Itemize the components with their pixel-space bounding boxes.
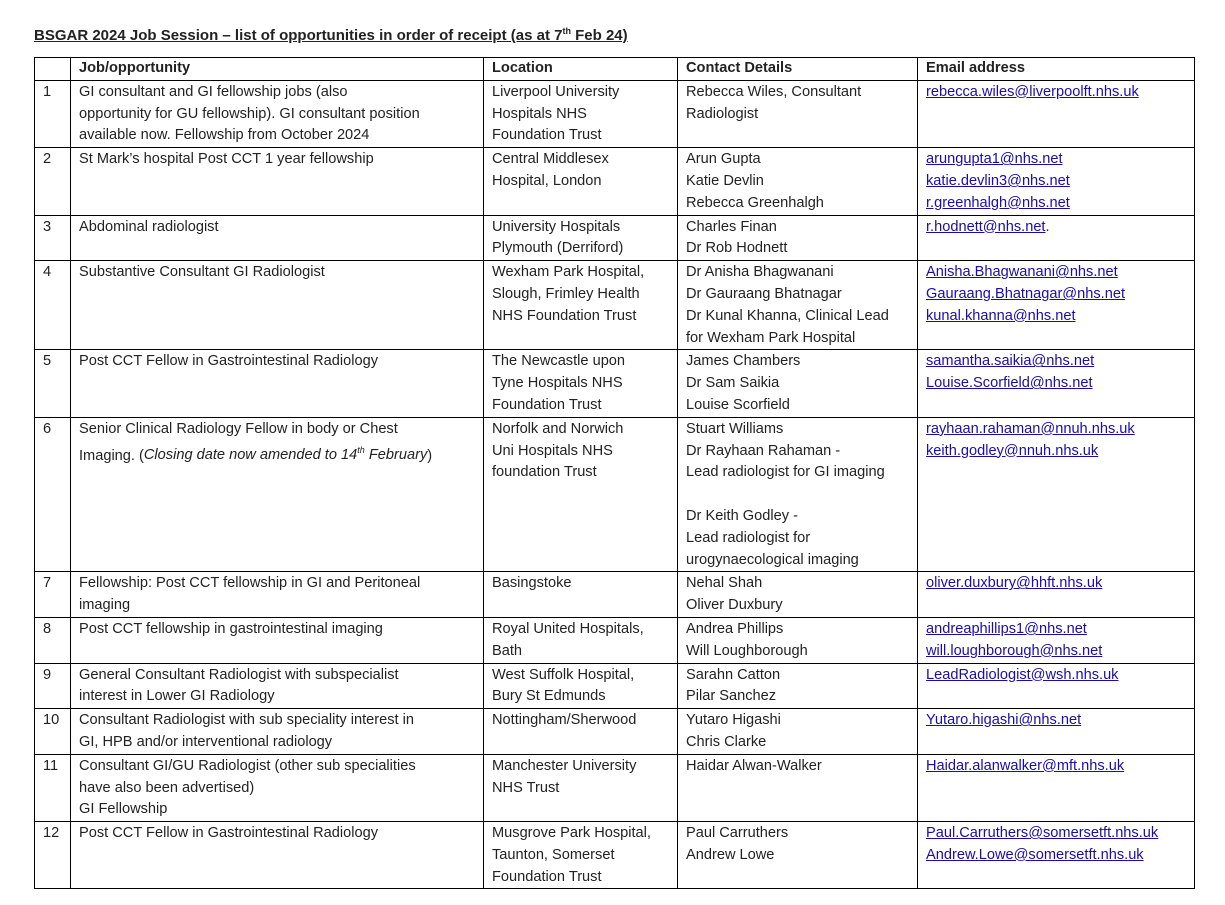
job-line: Post CCT Fellow in Gastrointestinal Radiology [79,353,379,370]
email-line [926,710,1186,732]
email-line [926,665,1186,687]
job-text-end: ) [427,447,433,464]
email-link[interactable]: oliver.duxbury@hhft.nhs.uk [926,575,1103,592]
contact-line: Dr Sam Saikia [686,375,780,392]
job-text: Imaging. ( [79,447,144,464]
email-cell [918,215,1195,261]
table-row [35,215,1195,261]
email-line [926,217,1186,239]
table-row [35,709,1195,755]
job-line: Abdominal radiologist [79,218,219,235]
job-line: available now. Fellowship from October 2024 [79,127,370,144]
row-number: 11 [35,754,71,821]
email-link[interactable]: katie.devlin3@nhs.net [926,172,1070,189]
job-line: Substantive Consultant GI Radiologist [79,264,325,281]
contact-line: Dr Anisha Bhagwanani [686,264,834,281]
location-line: Central Middlesex [492,151,609,168]
location-line: Foundation Trust [492,127,602,144]
table-row [35,617,1195,663]
job-line: opportunity for GU fellowship). GI consultant position [79,105,420,122]
closing-date-text: Closing date now amended to 14 [143,447,358,464]
title-superscript: th [562,26,571,36]
location-line: Tyne Hospitals NHS [492,375,623,392]
contact-line: Lead radiologist for GI imaging [686,464,885,481]
location-line: Foundation Trust [492,396,602,413]
contact-line: Dr Rayhaan Rahaman - [686,442,841,459]
contact-line: Dr Gauraang Bhatnagar [686,285,842,302]
location-line: Foundation Trust [492,868,602,885]
location-line: Norfolk and Norwich [492,420,624,437]
table-row [35,148,1195,215]
email-link[interactable]: arungupta1@nhs.net [926,151,1063,168]
contact-cell [678,822,918,889]
table-row [35,261,1195,350]
email-line [926,306,1186,328]
location-line: Manchester University [492,757,637,774]
contact-cell [678,148,918,215]
contact-cell [678,709,918,755]
contact-line: Dr Rob Hodnett [686,240,788,257]
contact-cell [678,572,918,618]
job-cell [71,822,484,889]
header-location: Location [484,58,678,81]
location-line: Musgrove Park Hospital, [492,825,651,842]
contact-line: Paul Carruthers [686,825,789,842]
job-cell [71,261,484,350]
email-line [926,351,1186,373]
email-trailing-text: . [1045,218,1050,235]
job-line: Post CCT Fellow in Gastrointestinal Radiology [79,825,379,842]
location-line: foundation Trust [492,464,597,481]
header-row [35,58,1195,81]
job-cell [71,350,484,417]
table-row [35,754,1195,821]
location-line: Wexham Park Hospital, [492,264,645,281]
job-cell [71,709,484,755]
job-line: St Mark’s hospital Post CCT 1 year fellowship [79,151,374,168]
location-line: Nottingham/Sherwood [492,712,637,729]
contact-cell [678,350,918,417]
closing-date-month: February [364,447,428,464]
title-text-end: Feb 24) [570,27,628,44]
email-link[interactable]: LeadRadiologist@wsh.nhs.uk [926,666,1119,683]
opportunities-table [34,57,1195,889]
contact-cell [678,617,918,663]
contact-cell [678,215,918,261]
contact-line: Stuart Williams [686,420,784,437]
email-line [926,619,1186,641]
email-line [926,262,1186,284]
email-link[interactable]: andreaphillips1@nhs.net [926,620,1087,637]
contact-line: urogynaecological imaging [686,551,859,568]
job-cell [71,617,484,663]
row-number: 9 [35,663,71,709]
email-cell [918,754,1195,821]
email-link[interactable]: Haidar.alanwalker@mft.nhs.uk [926,757,1125,774]
job-line: Consultant Radiologist with sub speciality interest in [79,712,415,729]
location-cell [484,572,678,618]
email-link[interactable]: rebecca.wiles@liverpoolft.nhs.uk [926,83,1139,100]
table-row [35,572,1195,618]
job-line: GI, HPB and/or interventional radiology [79,733,333,750]
header-number [35,58,71,81]
contact-line: Haidar Alwan-Walker [686,757,822,774]
contact-line: Rebecca Greenhalgh [686,194,824,211]
location-line: The Newcastle upon [492,353,626,370]
job-line: imaging [79,597,131,614]
email-line [926,823,1186,845]
email-cell [918,663,1195,709]
job-cell [71,148,484,215]
email-line [926,573,1186,595]
header-email: Email address [918,58,1195,81]
email-cell [918,80,1195,147]
email-line [926,441,1186,463]
row-number: 4 [35,261,71,350]
document-title [34,26,628,44]
contact-line: Yutaro Higashi [686,712,781,729]
email-line [926,193,1186,215]
email-cell [918,261,1195,350]
job-line: Post CCT fellowship in gastrointestinal imaging [79,620,383,637]
location-line: Hospitals NHS [492,105,587,122]
job-cell [71,417,484,572]
email-link[interactable]: will.loughborough@nhs.net [926,642,1103,659]
row-number: 10 [35,709,71,755]
email-line [926,641,1186,663]
email-link[interactable]: Louise.Scorfield@nhs.net [926,375,1093,392]
contact-line: Oliver Duxbury [686,597,783,614]
job-line: Senior Clinical Radiology Fellow in body or Chest [79,420,398,437]
location-cell [484,215,678,261]
location-cell [484,148,678,215]
job-line: Fellowship: Post CCT fellowship in GI and Peritoneal [79,575,421,592]
job-line [79,441,475,468]
job-cell [71,80,484,147]
contact-spacer [686,484,909,506]
email-line [926,149,1186,171]
closing-date-note [144,447,427,463]
email-link[interactable]: r.greenhalgh@nhs.net [926,194,1070,211]
row-number: 2 [35,148,71,215]
table-row [35,822,1195,889]
location-line: NHS Trust [492,779,560,796]
row-number: 8 [35,617,71,663]
job-line: have also been advertised) [79,779,255,796]
contact-line: Radiologist [686,105,759,122]
table-row [35,350,1195,417]
job-cell [71,663,484,709]
email-link[interactable]: samantha.saikia@nhs.net [926,353,1095,370]
table-row [35,663,1195,709]
email-line [926,419,1186,441]
contact-line: Nehal Shah [686,575,763,592]
table-row [35,80,1195,147]
location-cell [484,350,678,417]
contact-cell [678,261,918,350]
row-number: 7 [35,572,71,618]
contact-line: Charles Finan [686,218,777,235]
email-line [926,171,1186,193]
location-line: Slough, Frimley Health [492,285,640,302]
contact-line: Andrea Phillips [686,620,784,637]
row-number: 12 [35,822,71,889]
header-contact-details: Contact Details [678,58,918,81]
location-line: Liverpool University [492,83,620,100]
table-row [35,417,1195,572]
contact-line: Sarahn Catton [686,666,781,683]
job-line: General Consultant Radiologist with subspecialist [79,666,399,683]
location-cell [484,663,678,709]
job-cell [71,754,484,821]
location-line: Royal United Hospitals, [492,620,644,637]
contact-line: Pilar Sanchez [686,688,777,705]
location-line: Taunton, Somerset [492,846,615,863]
email-link[interactable]: Yutaro.higashi@nhs.net [926,712,1082,729]
contact-line: James Chambers [686,353,801,370]
contact-line: Louise Scorfield [686,396,790,413]
location-cell [484,80,678,147]
email-cell [918,617,1195,663]
job-cell [71,215,484,261]
location-line: Plymouth (Derriford) [492,240,624,257]
location-cell [484,709,678,755]
email-line [926,756,1186,778]
location-line: Basingstoke [492,575,572,592]
contact-line: Dr Kunal Khanna, Clinical Lead [686,307,889,324]
location-line: Bury St Edmunds [492,688,606,705]
job-line: GI Fellowship [79,801,168,818]
contact-line: Will Loughborough [686,642,808,659]
contact-line: Lead radiologist for [686,529,811,546]
header-job: Job/opportunity [71,58,484,81]
job-cell [71,572,484,618]
contact-cell [678,663,918,709]
job-line: Consultant GI/GU Radiologist (other sub specialities [79,757,416,774]
location-line: NHS Foundation Trust [492,307,637,324]
contact-line: Katie Devlin [686,172,764,189]
row-number: 5 [35,350,71,417]
location-line: West Suffolk Hospital, [492,666,635,683]
location-line: Hospital, London [492,172,602,189]
contact-line: Arun Gupta [686,151,761,168]
location-line: Bath [492,642,523,659]
row-number: 1 [35,80,71,147]
email-cell [918,709,1195,755]
email-link[interactable]: Anisha.Bhagwanani@nhs.net [926,264,1118,281]
contact-cell [678,754,918,821]
location-cell [484,417,678,572]
contact-line: Andrew Lowe [686,846,775,863]
email-link[interactable]: rayhaan.rahaman@nnuh.nhs.uk [926,420,1135,437]
email-link[interactable]: Paul.Carruthers@somersetft.nhs.uk [926,825,1159,842]
location-cell [484,261,678,350]
contact-line: for Wexham Park Hospital [686,329,856,346]
email-cell [918,572,1195,618]
email-link[interactable]: kunal.khanna@nhs.net [926,307,1076,324]
location-cell [484,822,678,889]
email-link[interactable]: Andrew.Lowe@somersetft.nhs.uk [926,846,1144,863]
email-link[interactable]: r.hodnett@nhs.net [926,218,1046,235]
email-link[interactable]: Gauraang.Bhatnagar@nhs.net [926,285,1125,302]
email-line [926,845,1186,867]
email-line [926,373,1186,395]
closing-date-superscript: th [357,445,365,456]
email-cell [918,822,1195,889]
contact-cell [678,417,918,572]
email-line [926,82,1186,104]
row-number: 3 [35,215,71,261]
job-line: GI consultant and GI fellowship jobs (also [79,83,348,100]
contact-line: Rebecca Wiles, Consultant [686,83,862,100]
email-cell [918,417,1195,572]
location-line: Uni Hospitals NHS [492,442,613,459]
title-text: BSGAR 2024 Job Session – list of opportunities in order of receipt (as at 7 [34,27,563,44]
contact-line: Dr Keith Godley - [686,507,798,524]
row-number: 6 [35,417,71,572]
location-cell [484,617,678,663]
email-link[interactable]: keith.godley@nnuh.nhs.uk [926,442,1099,459]
email-cell [918,148,1195,215]
contact-cell [678,80,918,147]
job-line: interest in Lower GI Radiology [79,688,275,705]
table-body [35,80,1195,889]
location-cell [484,754,678,821]
email-line [926,284,1186,306]
email-cell [918,350,1195,417]
contact-line: Chris Clarke [686,733,767,750]
location-line: University Hospitals [492,218,621,235]
